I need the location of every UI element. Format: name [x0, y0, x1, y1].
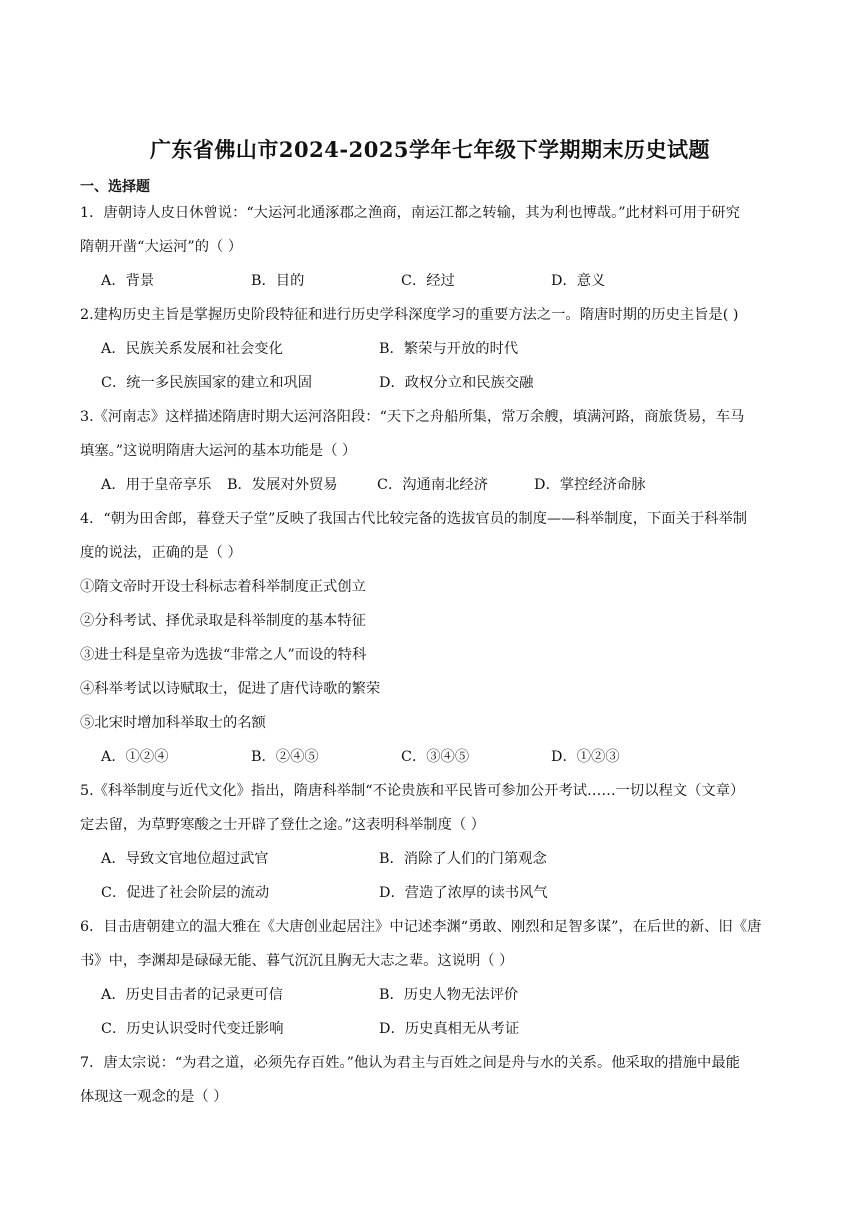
option-a: A．①②④	[101, 749, 169, 765]
option-b: B．目的	[251, 273, 305, 289]
option-c: C．统一多民族国家的建立和巩固	[101, 375, 313, 391]
question-7	[80, 1046, 786, 1114]
question-options	[80, 740, 786, 774]
option-a: A．历史目击者的记录更可信	[101, 987, 283, 1003]
question-options	[80, 978, 786, 1012]
option-b: B．历史人物无法评价	[379, 987, 519, 1003]
option-d: D．掌控经济命脉	[534, 477, 646, 493]
question-stem-line: 3.《河南志》这样描述隋唐时期大运河洛阳段：“天下之舟船所集，常万余艘，填满河路，商旅货易，车马	[80, 409, 745, 425]
option-a: A．用于皇帝享乐	[101, 477, 212, 493]
question-list	[80, 196, 786, 1114]
question-stem-line: 隋朝开凿“大运河”的（ ）	[80, 239, 243, 255]
question-stem-line: 定去留，为草野寒酸之士开辟了登仕之途。”这表明科举制度（ ）	[80, 817, 486, 833]
option-c: C．经过	[401, 273, 455, 289]
option-d: D．意义	[551, 273, 606, 289]
option-a: A．民族关系发展和社会变化	[101, 341, 283, 357]
question-4	[80, 502, 786, 774]
option-b: B．发展对外贸易	[227, 477, 338, 493]
page-title: 广东省佛山市2024-2025学年七年级下学期期末历史试题	[149, 137, 711, 162]
question-options	[80, 332, 786, 366]
option-c: C．沟通南北经济	[377, 477, 489, 493]
option-c: C．促进了社会阶层的流动	[101, 885, 270, 901]
question-2	[80, 298, 786, 400]
statement-item: ⑤北宋时增加科举取士的名额	[80, 715, 266, 731]
statement-item: ④科举考试以诗赋取士，促进了唐代诗歌的繁荣	[80, 681, 381, 697]
question-options	[80, 468, 786, 502]
option-b: B．繁荣与开放的时代	[379, 341, 519, 357]
question-3	[80, 400, 786, 502]
option-c: C．历史认识受时代变迁影响	[101, 1021, 284, 1037]
question-stem-line: 度的说法，正确的是（ ）	[80, 545, 242, 561]
statement-item: ①隋文帝时开设士科标志着科举制度正式创立	[80, 579, 366, 595]
question-stem-line: 书》中，李渊却是碌碌无能、暮气沉沉且胸无大志之辈。这说明（ ）	[80, 953, 514, 969]
option-a: A．导致文官地位超过武官	[101, 851, 269, 867]
question-stem-line: 5.《科举制度与近代文化》指出，隋唐科举制“不论贵族和平民皆可参加公开考试……一切以程文（文章）	[80, 783, 745, 799]
question-5	[80, 774, 786, 910]
question-options	[80, 1012, 786, 1046]
option-d: D．营造了浓厚的读书风气	[379, 885, 548, 901]
question-options	[80, 264, 786, 298]
question-stem-line: 填塞。”这说明隋唐大运河的基本功能是（ ）	[80, 443, 357, 459]
question-1	[80, 196, 786, 298]
section-heading: 一、选择题	[80, 179, 150, 195]
option-b: B．消除了人们的门第观念	[379, 851, 547, 867]
question-options	[80, 842, 786, 876]
option-c: C．③④⑤	[401, 749, 470, 765]
question-6	[80, 910, 786, 1046]
option-d: D．①②③	[551, 749, 620, 765]
statement-item: ②分科考试、择优录取是科举制度的基本特征	[80, 613, 366, 629]
statement-item: ③进士科是皇帝为选拔“非常之人”而设的特科	[80, 647, 367, 663]
option-d: D．政权分立和民族交融	[379, 375, 534, 391]
question-stem-line: 4．“朝为田舍郎，暮登天子堂”反映了我国古代比较完备的选拔官员的制度——科举制度，下面关于科举制	[80, 511, 748, 527]
option-a: A．背景	[101, 273, 155, 289]
question-stem-line: 1．唐朝诗人皮日休曾说：“大运河北通涿郡之渔商，南运江都之转输，其为利也博哉。”此材料可用于研究	[80, 205, 740, 221]
option-b: B．②④⑤	[251, 749, 319, 765]
question-options	[80, 876, 786, 910]
option-d: D．历史真相无从考证	[379, 1021, 520, 1037]
question-options	[80, 366, 786, 400]
question-stem-line: 7．唐太宗说：“为君之道，必须先存百姓。”他认为君主与百姓之间是舟与水的关系。他采取的措施中最能	[80, 1055, 740, 1071]
question-stem-line: 2.建构历史主旨是掌握历史阶段特征和进行历史学科深度学习的重要方法之一。隋唐时期的历史主旨是( )	[80, 307, 739, 323]
question-stem-line: 体现这一观念的是（ ）	[80, 1089, 228, 1105]
question-stem-line: 6．目击唐朝建立的温大雅在《大唐创业起居注》中记述李渊“勇敢、刚烈和足智多谋”，在后世的新、旧《唐	[80, 919, 762, 935]
